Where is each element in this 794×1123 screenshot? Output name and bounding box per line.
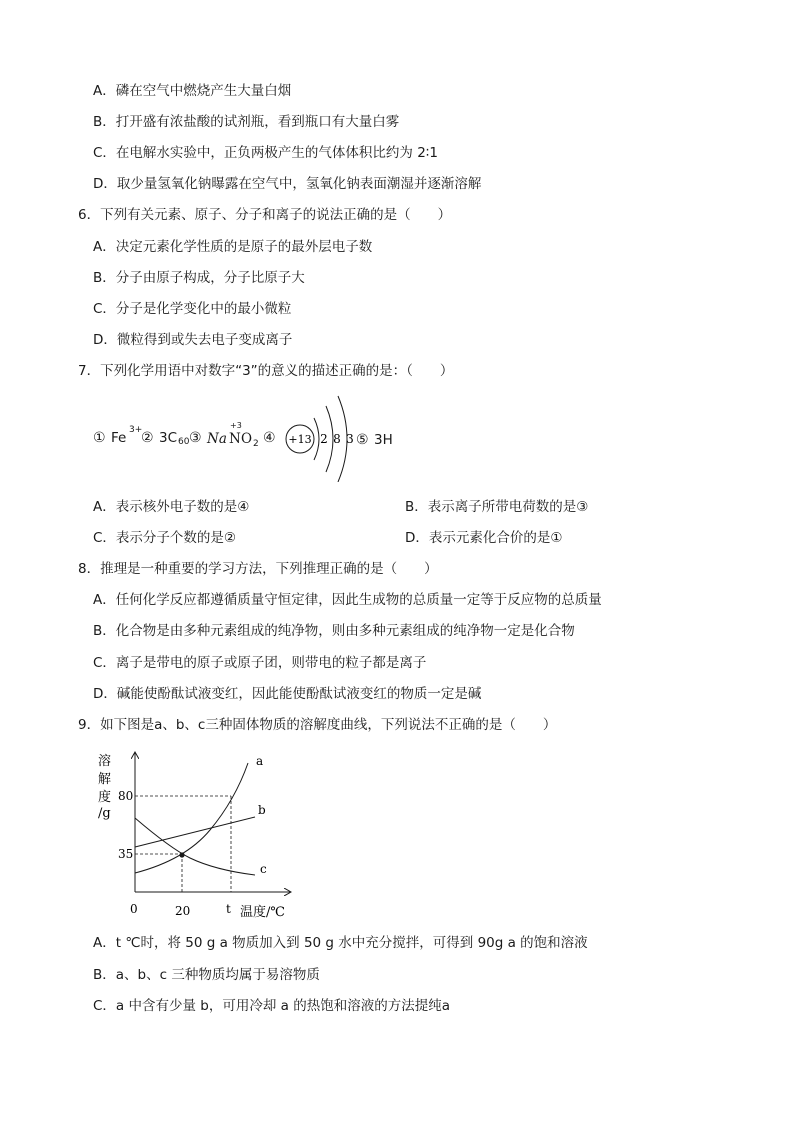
curve-c [135,818,255,875]
q7-option-a: A．表示核外电子数的是④ [93,499,250,515]
q5-option-c: C．在电解水实验中，正负两极产生的气体体积比约为 2∶1 [93,145,438,161]
3h-formula: 3H [374,432,393,448]
q9-option-a: A．t ℃时，将 50 g a 物质加入到 50 g 水中充分搅拌，可得到 90g a 的饱和溶液 [93,935,588,951]
q5-option-a: A．磷在空气中燃烧产生大量白烟 [93,83,292,99]
q5-option-b: B．打开盛有浓盐酸的试剂瓶，看到瓶口有大量白雾 [93,114,400,130]
q7-option-d: D．表示元素化合价的是① [405,530,563,546]
x-tick-0: 0 [130,902,138,916]
electron-shell-arc [314,418,319,460]
shell-3-electrons: 3 [346,432,354,446]
q9-option-b: B．a、b、c 三种物质均属于易溶物质 [93,967,320,983]
nitrogen-valence: +3 [230,421,242,430]
q6-option-c: C．分子是化学变化中的最小微粒 [93,301,292,317]
c60-formula: 3C [159,430,178,446]
q7-option-c: C．表示分子个数的是② [93,530,237,546]
q8-option-d: D．碱能使酚酞试液变红，因此能使酚酞试液变红的物质一定是碱 [93,686,482,702]
no2-subscript: 2 [253,439,259,449]
y-axis-label-1: 溶 [98,754,112,769]
intersection-point [179,852,184,857]
circled-2: ② [141,430,154,446]
q6-stem: 6．下列有关元素、原子、分子和离子的说法正确的是（ ） [78,207,452,223]
solubility-chart [90,745,300,925]
y-tick-35: 35 [118,847,134,861]
curve-b [135,817,255,847]
oxygen-symbol: O [241,431,253,447]
y-axis-label-2: 解 [98,772,112,787]
circled-4: ④ [263,430,276,446]
x-tick-t: t [226,902,231,916]
nitrogen-symbol: N [229,431,241,447]
q6-option-a: A．决定元素化学性质的是原子的最外层电子数 [93,239,373,255]
circled-5: ⑤ [356,432,369,448]
q8-option-c: C．离子是带电的原子或原子团，则带电的粒子都是离子 [93,655,427,671]
q5-option-d: D．取少量氢氧化钠曝露在空气中，氢氧化钠表面潮湿并逐渐溶解 [93,176,482,192]
series-label-b: b [258,803,266,817]
q9-stem: 9．如下图是a、b、c三种固体物质的溶解度曲线，下列说法不正确的是（ ） [78,717,557,733]
shell-1-electrons: 2 [320,432,328,446]
nucleus-charge: +13 [288,433,312,446]
x-axis-label: 温度/℃ [240,905,285,920]
q9-option-c: C．a 中含有少量 b，可用冷却 a 的热饱和溶液的方法提纯a [93,998,450,1014]
q8-option-a: A．任何化学反应都遵循质量守恒定律，因此生成物的总质量一定等于反应物的总质量 [93,592,602,608]
circled-3: ③ [189,430,202,446]
q8-stem: 8．推理是一种重要的学习方法，下列推理正确的是（ ） [78,561,438,577]
shell-2-electrons: 8 [333,432,341,446]
fe-symbol: Fe [111,430,127,446]
y-axis-label-4: /g [98,806,111,821]
q6-option-d: D．微粒得到或失去电子变成离子 [93,332,293,348]
q6-option-b: B．分子由原子构成，分子比原子大 [93,270,305,286]
na-symbol: Na [207,431,227,447]
y-tick-80: 80 [118,789,134,803]
atom-structure-diagram [280,392,360,482]
series-label-c: c [260,862,267,876]
y-axis-label-3: 度 [98,790,112,805]
x-tick-20: 20 [175,904,191,918]
q7-stem: 7．下列化学用语中对数字“3”的意义的描述正确的是：（ ） [78,363,454,379]
fe-charge: 3+ [129,425,143,435]
c60-subscript: 60 [178,437,190,447]
q7-option-b: B．表示离子所带电荷数的是③ [405,499,589,515]
q8-option-b: B．化合物是由多种元素组成的纯净物，则由多种元素组成的纯净物一定是化合物 [93,623,575,639]
series-label-a: a [256,754,264,768]
circled-1: ① [93,430,106,446]
